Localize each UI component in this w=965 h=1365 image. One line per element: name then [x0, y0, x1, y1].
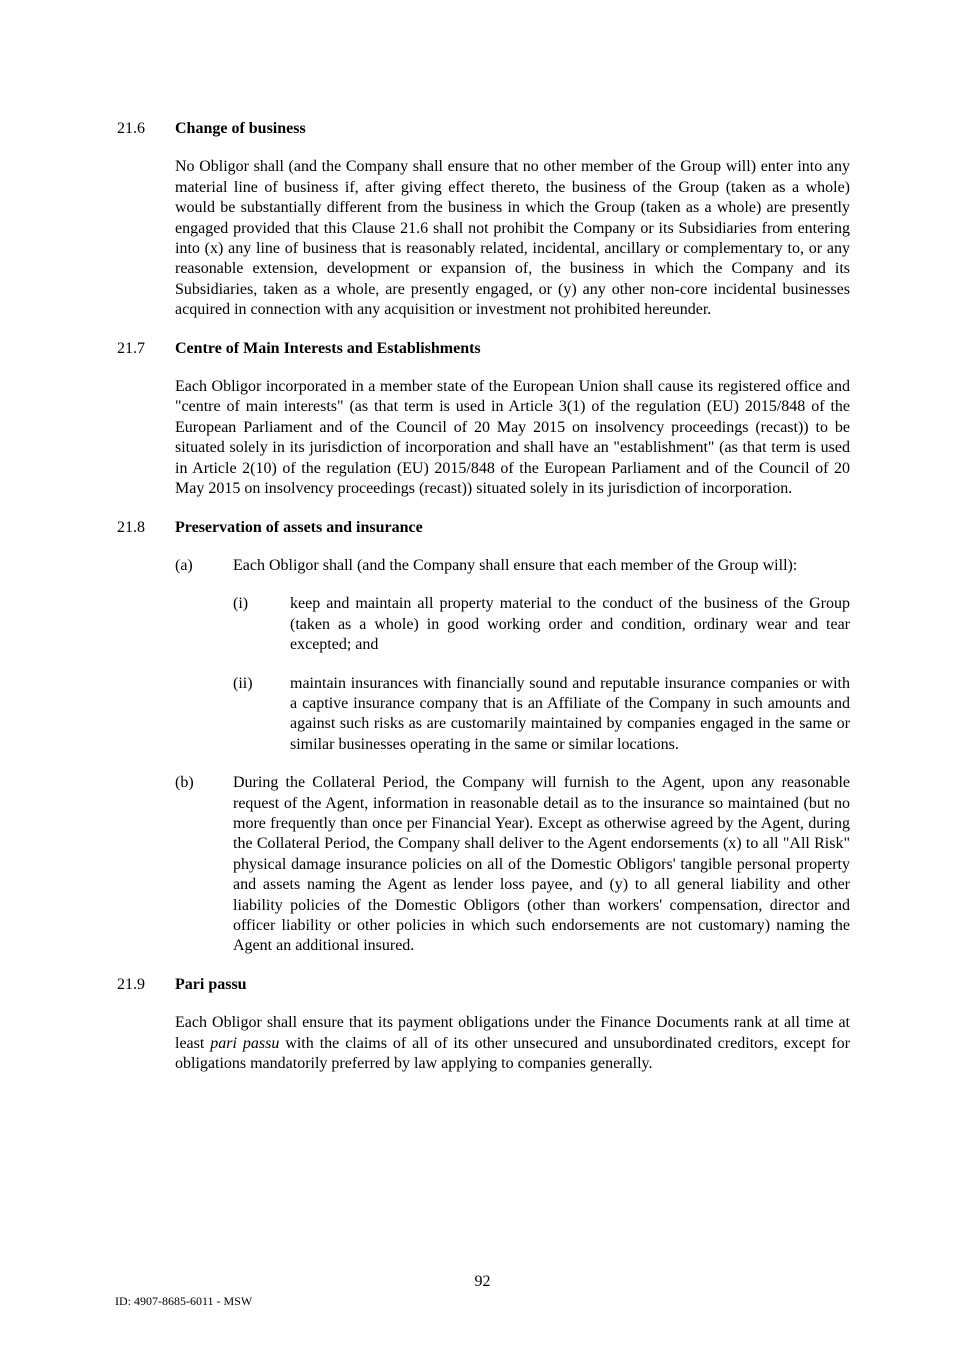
section-paragraph-row [117, 1013, 850, 1074]
section-title: Pari passu [175, 975, 247, 993]
indent-spacer [117, 157, 175, 320]
indent-spacer [117, 1013, 175, 1074]
list-item-a-i [233, 594, 850, 655]
list-item-b [175, 773, 850, 957]
list-marker: (a) [175, 556, 193, 574]
section-paragraph: Each Obligor incorporated in a member state of the European Union shall cause its registered office and "centre of main interests" (as that term is used in Article 3(1) of the regulation (EU) 2015/848 of the European Parliament and of the Council of 20 May 2015 on insolvency proceedings (recast)) to be situated solely in its jurisdiction of incorporation and shall have an "establishment" (as that term is used in Article 2(10) of the regulation (EU) 2015/848 of the European Parliament and of the Council of 20 May 2015 on insolvency proceedings (recast)) situated solely in its jurisdiction of incorporation. [175, 378, 850, 498]
indent-spacer [117, 556, 175, 957]
list-item-text: keep and maintain all property material to the conduct of the business of the Group (taken as a whole) in good working order and condition, ordinary wear and tear excepted; and [290, 595, 850, 654]
page-number: 92 [474, 1273, 491, 1290]
section-paragraph [175, 1013, 850, 1074]
section-preservation-of-assets [117, 518, 850, 957]
section-number: 21.8 [117, 518, 145, 536]
section-title: Centre of Main Interests and Establishments [175, 339, 481, 357]
section-title: Change of business [175, 120, 306, 137]
section-change-of-business [117, 119, 850, 321]
document-id: ID: 4907-8685-6011 - MSW [115, 1294, 253, 1308]
section-number: 21.9 [117, 975, 145, 993]
list-item-text: Each Obligor shall (and the Company shall ensure that each member of the Group will): [233, 556, 798, 574]
list-marker: (b) [175, 774, 194, 792]
indent-spacer [117, 377, 175, 499]
paragraph-text-after: with the claims of all of its other unsecured and unsubordinated creditors, except for obligations mandatorily preferred by law applying to companies generally. [175, 1034, 851, 1073]
section-heading [117, 975, 850, 995]
section-centre-of-main-interests [117, 339, 850, 500]
section-number: 21.7 [117, 339, 145, 357]
section-items-row [117, 556, 850, 957]
section-heading [117, 518, 850, 538]
list-item-a-ii [233, 674, 850, 756]
section-number: 21.6 [117, 120, 145, 137]
section-paragraph-row [117, 377, 850, 499]
paragraph-text-before: Each Obligor shall ensure that its payment obligations under the Finance Documents rank at all time at least [175, 1014, 850, 1052]
list-marker: (i) [233, 595, 249, 613]
paragraph-text-italic: pari passu [210, 1034, 280, 1052]
section-items [175, 556, 850, 957]
section-heading [117, 339, 850, 359]
section-title: Preservation of assets and insurance [175, 518, 423, 536]
section-paragraph: No Obligor shall (and the Company shall ensure that no other member of the Group will) enter into any material line of business if, after giving effect thereto, the business of the Group (taken as a whole) would be substantially different from the business in which the Group (taken as a whole) are presently engaged provided that this Clause 21.6 shall not prohibit the Company or its Subsidiaries from entering into (x) any line of business that is reasonably related, incidental, ancillary or complementary to, or any reasonable extension, development or expansion of, the business in which the Company and its Subsidiaries, taken as a whole, are presently engaged, or (y) any other non-core incidental businesses acquired in connection with any acquisition or investment not prohibited hereunder. [175, 158, 850, 319]
document-content [117, 119, 850, 1074]
list-item-content [233, 556, 850, 755]
list-item-a [175, 556, 850, 755]
list-item-text: maintain insurances with financially sound and reputable insurance companies or with a captive insurance company that is an Affiliate of the Company in such amounts and against such risks as are customarily maintained by companies engaged in the same or similar businesses operating in the same or similar locations. [290, 674, 850, 753]
list-item-text: During the Collateral Period, the Company will furnish to the Agent, upon any reasonable request of the Agent, information in reasonable detail as to the insurance so maintained (but no more frequently than once per Financial Year). Except as otherwise agreed by the Agent, during the Collateral Period, the Company shall deliver to the Agent endorsements (x) to all "All Risk" physical damage insurance policies on all of the Domestic Obligors' tangible personal property and assets naming the Agent as lender loss payee, and (y) to all general liability and other liability policies of the Domestic Obligors (other than workers' compensation, director and officer liability or other policies in which such endorsements are not customary) naming the Agent an additional insured. [233, 774, 850, 955]
section-heading [117, 119, 850, 139]
section-pari-passu [117, 975, 850, 1075]
section-paragraph-row [117, 157, 850, 320]
list-marker: (ii) [233, 674, 253, 692]
